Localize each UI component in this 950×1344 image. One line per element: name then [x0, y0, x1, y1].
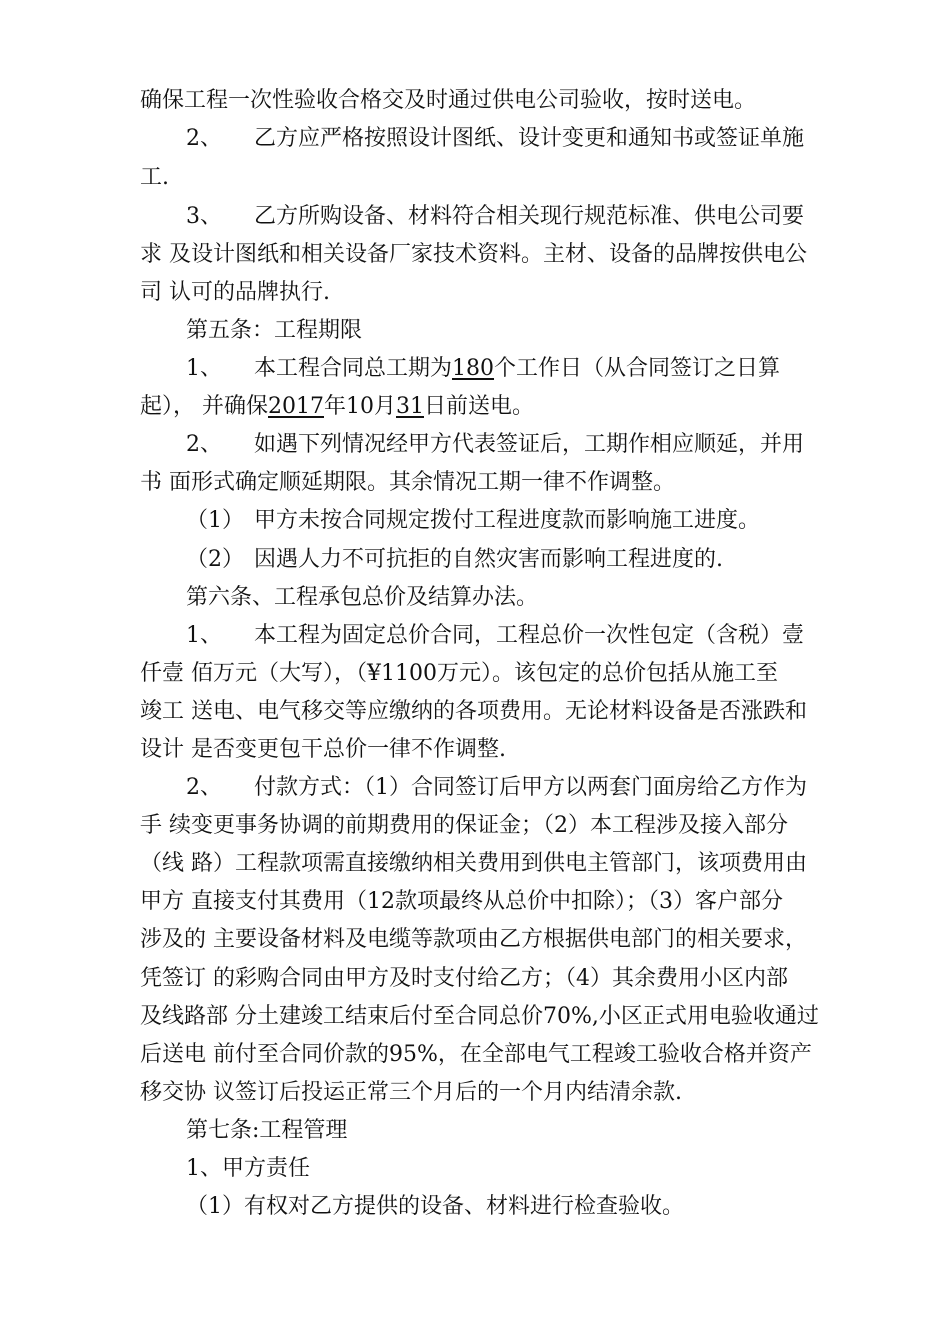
- line-text: （1）有权对乙方提供的设备、材料进行检查验收。: [186, 1194, 684, 1219]
- clause-number: 1、: [186, 623, 222, 648]
- paragraph-line: [0, 697, 950, 727]
- clause-number: 2、: [186, 775, 222, 800]
- clause-line: [0, 202, 950, 232]
- text-segment: 个工作日（从合同签订之日算: [494, 356, 781, 381]
- clause-line: [0, 621, 950, 651]
- underlined-value: 2017: [268, 394, 324, 419]
- text-segment: 年10月: [324, 394, 396, 419]
- line-text: 手 续变更事务协调的前期费用的保证金；（2）本工程涉及接入部分: [140, 813, 788, 838]
- paragraph-line: [0, 86, 950, 116]
- line-text: 书 面形式确定顺延期限。其余情况工期一律不作调整。: [140, 470, 675, 495]
- paragraph-line: [0, 1002, 950, 1032]
- paragraph-line: [0, 811, 950, 841]
- line-text: 设计 是否变更包干总价一律不作调整.: [140, 737, 506, 762]
- line-text: 司 认可的品牌执行.: [140, 280, 330, 305]
- clause-line: [0, 354, 950, 384]
- line-text: 确保工程一次性验收合格交及时通过供电公司验收，按时送电。: [140, 88, 757, 113]
- text-segment: 日前送电。: [424, 394, 535, 419]
- section-heading: [0, 1154, 950, 1184]
- sub-item-number: （2）: [186, 547, 244, 572]
- clause-number: 2、: [186, 126, 222, 151]
- paragraph-line: [0, 1078, 950, 1108]
- line-text: 移交协 议签订后投运正常三个月后的一个月内结清余款.: [140, 1080, 682, 1105]
- article-heading: [0, 583, 950, 613]
- article-heading: [0, 1116, 950, 1146]
- clause-line: [0, 773, 950, 803]
- line-text: 第七条:工程管理: [186, 1118, 348, 1143]
- paragraph-line: [0, 278, 950, 308]
- text-segment: 起）， 并确保: [140, 394, 268, 419]
- line-text: 后送电 前付至合同价款的95%，在全部电气工程竣工验收合格并资产: [140, 1042, 812, 1067]
- paragraph-line: [0, 964, 950, 994]
- line-text: 付款方式：（1）合同签订后甲方以两套门面房给乙方作为: [254, 775, 807, 800]
- paragraph-line: [0, 240, 950, 270]
- sub-item-line: [0, 1192, 950, 1222]
- clause-number: 2、: [186, 432, 222, 457]
- paragraph-line: [0, 392, 950, 422]
- line-text: 第六条、工程承包总价及结算办法。: [186, 585, 539, 610]
- sub-item-line: [0, 545, 950, 575]
- paragraph-line: [0, 468, 950, 498]
- clause-number: 1、: [186, 356, 222, 381]
- article-heading: [0, 316, 950, 346]
- paragraph-line: [0, 887, 950, 917]
- paragraph-line: [0, 849, 950, 879]
- line-text: 本工程为固定总价合同，工程总价一次性包定（含税）壹: [254, 623, 805, 648]
- paragraph-line: [0, 925, 950, 955]
- line-text: 涉及的 主要设备材料及电缆等款项由乙方根据供电部门的相关要求，: [140, 927, 807, 952]
- line-text: 乙方应严格按照设计图纸、设计变更和通知书或签证单施: [254, 126, 805, 151]
- paragraph-line: [0, 659, 950, 689]
- line-text: 求 及设计图纸和相关设备厂家技术资料。主材、设备的品牌按供电公: [140, 242, 807, 267]
- paragraph-line: [0, 735, 950, 765]
- line-text: 工.: [140, 165, 169, 190]
- clause-line: [0, 430, 950, 460]
- line-text: 及线路部 分土建竣工结束后付至合同总价70%,小区正式用电验收通过: [140, 1004, 819, 1029]
- line-text: 如遇下列情况经甲方代表签证后，工期作相应顺延，并用: [254, 432, 805, 457]
- sub-item-line: [0, 506, 950, 536]
- line-text: 仟壹 佰万元（大写），（¥1100万元）。该包定的总价包括从施工至: [140, 661, 778, 686]
- line-text: 竣工 送电、电气移交等应缴纳的各项费用。无论材料设备是否涨跌和: [140, 699, 807, 724]
- clause-line: [0, 124, 950, 154]
- line-text: 因遇人力不可抗拒的自然灾害而影响工程进度的.: [254, 547, 723, 572]
- line-text: [140, 392, 534, 422]
- line-text: 乙方所购设备、材料符合相关现行规范标准、供电公司要: [254, 204, 805, 229]
- line-text: 凭签订 的彩购合同由甲方及时支付给乙方；（4）其余费用小区内部: [140, 966, 788, 991]
- underlined-value: 31: [396, 394, 424, 419]
- line-text: 甲方 直接支付其费用（12款项最终从总价中扣除）；（3）客户部分: [140, 889, 783, 914]
- line-text: [254, 354, 780, 384]
- text-segment: 本工程合同总工期为: [254, 356, 453, 381]
- paragraph-line: [0, 1040, 950, 1070]
- line-text: 第五条：工程期限: [186, 318, 363, 343]
- paragraph-line: [0, 163, 950, 193]
- line-text: 甲方未按合同规定拨付工程进度款而影响施工进度。: [254, 508, 761, 533]
- sub-item-number: （1）: [186, 508, 244, 533]
- line-text: （线 路）工程款项需直接缴纳相关费用到供电主管部门，该项费用由: [140, 851, 807, 876]
- underlined-value: 180: [452, 356, 495, 381]
- line-text: 1、甲方责任: [186, 1156, 310, 1181]
- clause-number: 3、: [186, 204, 222, 229]
